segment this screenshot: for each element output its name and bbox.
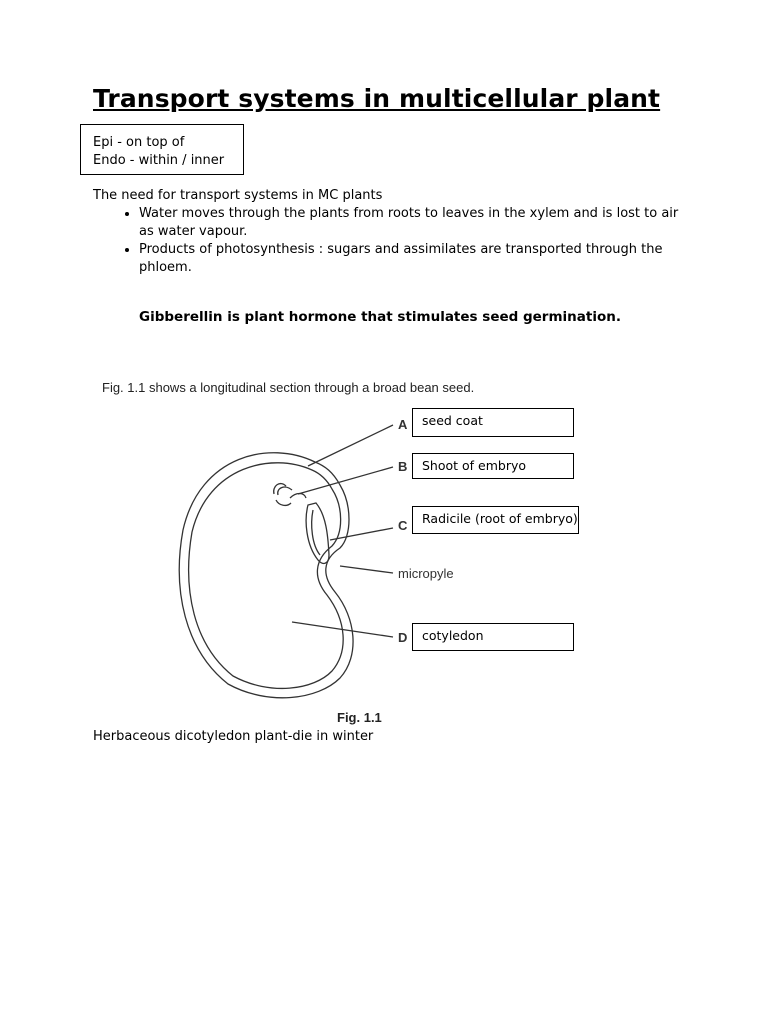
seed-coat-inner [189,463,344,689]
herbaceous-note: Herbaceous dicotyledon plant-die in winter [93,729,374,744]
letter-c: C [398,518,408,533]
definition-endo: Endo - within / inner [93,153,225,168]
answer-box-a: seed coat [412,408,574,437]
answer-box-c: Radicile (root of embryo) [412,506,579,534]
embryo-radicle-inner [312,510,320,555]
figure-caption: Fig. 1.1 shows a longitudinal section through a broad bean seed. [102,380,475,395]
figure-label: Fig. 1.1 [337,710,382,725]
letter-b: B [398,459,408,474]
definition-epi: Epi - on top of [93,135,185,150]
letter-d: D [398,630,408,645]
section-heading: The need for transport systems in MC plants [93,188,383,203]
leader-line-b [298,467,393,494]
embryo-shoot [274,484,306,506]
gibberellin-note: Gibberellin is plant hormone that stimulates seed germination. [139,309,621,325]
leader-line-micropyle [340,566,393,573]
micropyle-label: micropyle [398,566,454,581]
answer-box-d: cotyledon [412,623,574,651]
answer-box-b: Shoot of embryo [412,453,574,479]
letter-a: A [398,417,408,432]
page-title: Transport systems in multicellular plant [93,84,661,113]
seed-coat-outer [179,453,353,698]
bullet-item-phloem: • Products of photosynthesis : sugars and assimilates are transported through the phloem. [139,241,693,277]
embryo-radicle [306,503,329,563]
leader-line-a [308,425,393,466]
bullet-item-xylem: • Water moves through the plants from roots to leaves in the xylem and is lost to air as water vapour. [139,205,693,241]
